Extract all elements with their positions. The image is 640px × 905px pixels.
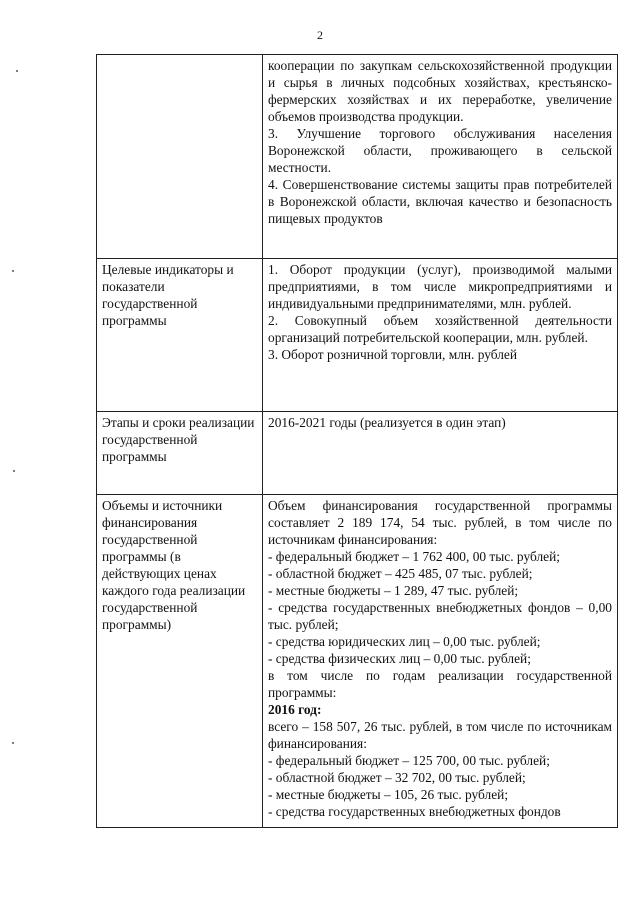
content-line: Объем финансирования государственной программы составляет 2 189 174, 54 тыс. рублей, в том числе по источникам финансирования:: [268, 498, 612, 547]
content-line: - средства физических лиц – 0,00 тыс. рублей;: [268, 651, 531, 666]
row-content: [263, 495, 618, 828]
program-passport-table: [96, 54, 618, 828]
table-row: [97, 412, 618, 495]
content-line: - федеральный бюджет – 1 762 400, 00 тыс. рублей;: [268, 549, 560, 564]
content-line: 2. Совокупный объем хозяйственной деятельности организаций потребительской кооперации, млн. рублей.: [268, 313, 612, 345]
row-label: [97, 55, 263, 259]
row-content: [263, 259, 618, 412]
scan-speck: [12, 742, 14, 744]
table-row: [97, 259, 618, 412]
content-line: 4. Совершенствование системы защиты прав потребителей в Воронежской области, включая качество и безопасность пищевых продуктов: [268, 177, 612, 226]
content-line: - средства юридических лиц – 0,00 тыс. рублей;: [268, 634, 541, 649]
content-line: 3. Улучшение торгового обслуживания населения Воронежской области, проживающего в сельской местности.: [268, 126, 612, 175]
year-heading: 2016 год:: [268, 702, 322, 717]
scan-speck: [13, 470, 15, 472]
content-line: в том числе по годам реализации государственной программы:: [268, 668, 612, 700]
row-label: Целевые индикаторы и показатели государственной программы: [97, 259, 263, 412]
scan-speck: [16, 70, 18, 72]
page-number: 2: [317, 28, 323, 42]
content-line: 3. Оборот розничной торговли, млн. рублей: [268, 347, 518, 362]
row-label: Объемы и источники финансирования государственной программы (в действующих ценах каждого года реализации государственной программы): [97, 495, 263, 828]
table-row: [97, 55, 618, 259]
content-line: 1. Оборот продукции (услуг), производимой малыми предприятиями, в том числе микропредприятиями и индивидуальными предпринимателями, млн. рублей.: [268, 262, 612, 311]
content-line: - областной бюджет – 425 485, 07 тыс. рублей;: [268, 566, 533, 581]
content-line: - средства государственных внебюджетных фондов – 0,00 тыс. рублей;: [268, 600, 612, 632]
content-line: - федеральный бюджет – 125 700, 00 тыс. рублей;: [268, 753, 550, 768]
content-line: кооперации по закупкам сельскохозяйственной продукции и сырья в личных подсобных хозяйствах, крестьянско-фермерских хозяйствах и их переработке, увеличение объемов производства продукции.: [268, 58, 612, 124]
content-line: - областной бюджет – 32 702, 00 тыс. рублей;: [268, 770, 526, 785]
content-line: всего – 158 507, 26 тыс. рублей, в том числе по источникам финансирования:: [268, 719, 612, 751]
row-content: [263, 412, 618, 495]
scan-speck: [12, 270, 14, 272]
content-line: - местные бюджеты – 1 289, 47 тыс. рублей;: [268, 583, 519, 598]
row-label: Этапы и сроки реализации государственной программы: [97, 412, 263, 495]
row-content: [263, 55, 618, 259]
table-row: [97, 495, 618, 828]
content-line: 2016-2021 годы (реализуется в один этап): [268, 415, 506, 430]
content-line: - средства государственных внебюджетных фондов: [268, 804, 561, 819]
content-line: - местные бюджеты – 105, 26 тыс. рублей;: [268, 787, 509, 802]
